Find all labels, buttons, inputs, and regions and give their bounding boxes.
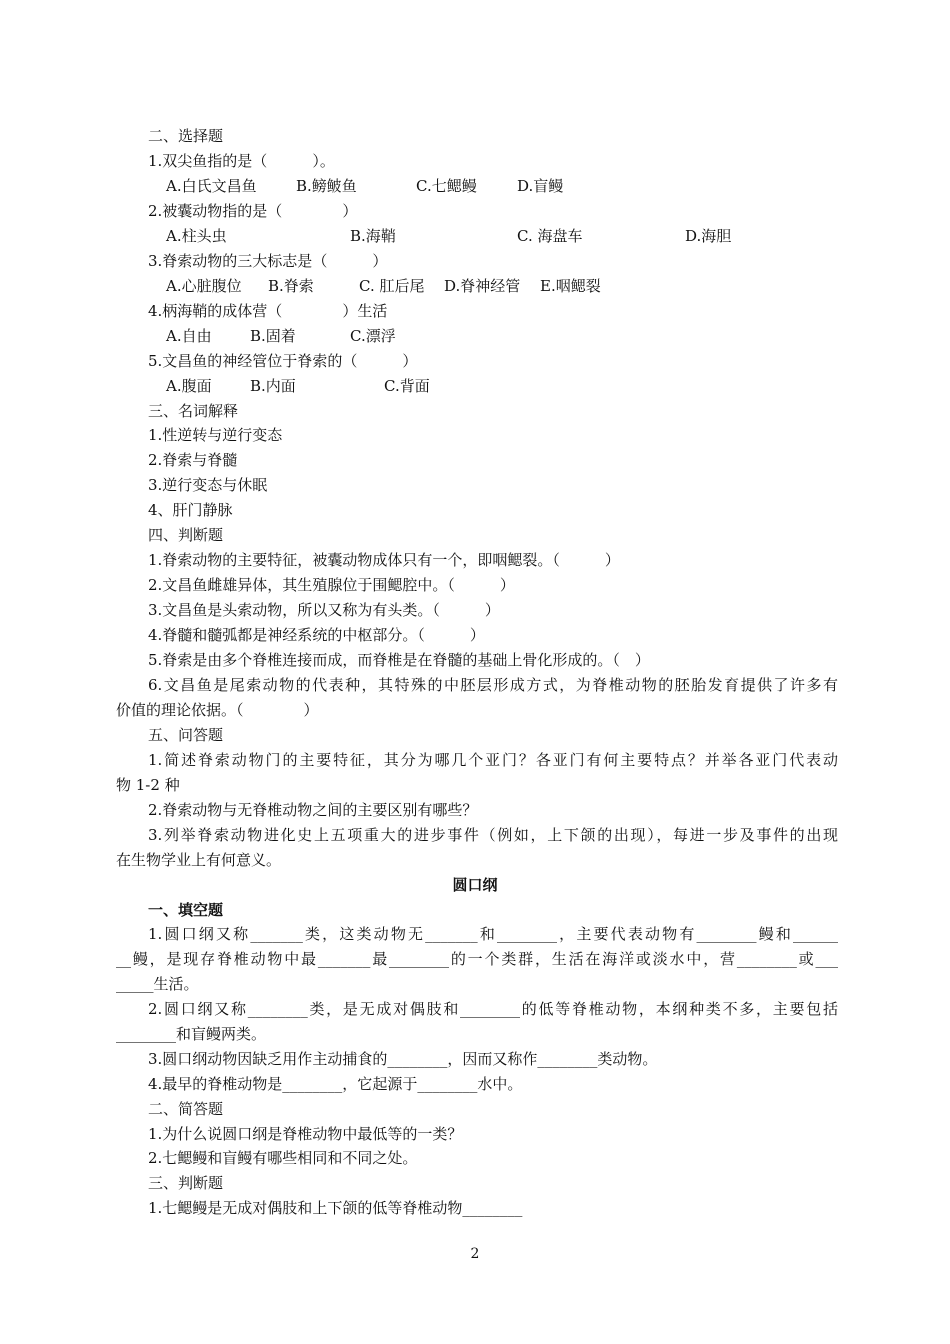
- choice-q5-stem: 5.文昌鱼的神经管位于脊索的（ ）: [148, 352, 418, 370]
- choice-q5-option-b: B.内面: [250, 377, 296, 395]
- fill-item-3: 3.圆口纲动物因缺乏用作主动捕食的________，因而又称作________类动物。: [148, 1050, 658, 1068]
- choice-q2-stem: 2.被囊动物指的是（ ）: [148, 202, 358, 220]
- judge-item-6-line-1: 6.文昌鱼是尾索动物的代表种，其特殊的中胚层形成方式，为脊椎动物的胚胎发育提供了许多有: [148, 676, 838, 694]
- choice-q3-option-c: C. 肛后尾: [359, 277, 425, 295]
- judge-item-2: 2.文昌鱼雌雄异体，其生殖腺位于围鳃腔中。（ ）: [148, 576, 515, 594]
- choice-q1-option-c: C.七鳃鳗: [416, 177, 477, 195]
- fill-heading: 一、填空题: [148, 901, 224, 919]
- choice-q5-option-c: C.背面: [384, 377, 430, 395]
- term-item-3: 3.逆行变态与休眠: [148, 476, 268, 494]
- term-item-1: 1.性逆转与逆行变态: [148, 426, 283, 444]
- choice-q3-option-b: B.脊索: [268, 277, 314, 295]
- choice-q4-option-b: B.固着: [250, 327, 296, 345]
- qa-item-1-line-2: 物 1-2 种: [116, 776, 180, 794]
- cyclostome-judge-item-1: 1.七鳃鳗是无成对偶肢和上下颌的低等脊椎动物________: [148, 1199, 523, 1217]
- fill-item-1-line-1: 1.圆口纲又称_______类，这类动物无_______和________，主要代表动物有________鳗和______: [148, 925, 838, 943]
- choice-q4-option-a: A.自由: [166, 327, 212, 345]
- choice-q2-option-c: C. 海盘车: [517, 227, 583, 245]
- short-answer-heading: 二、简答题: [148, 1100, 224, 1118]
- judge-item-3: 3.文昌鱼是头索动物，所以又称为有头类。（ ）: [148, 601, 500, 619]
- cyclostome-judge-heading: 三、判断题: [148, 1174, 224, 1192]
- qa-item-2: 2.脊索动物与无脊椎动物之间的主要区别有哪些？: [148, 801, 478, 819]
- choice-q3-option-a: A.心脏腹位: [166, 277, 242, 295]
- term-item-4: 4、肝门静脉: [148, 501, 233, 519]
- term-item-2: 2.脊索与脊髓: [148, 451, 238, 469]
- qa-heading: 五、问答题: [148, 726, 224, 744]
- choice-q2-option-a: A.柱头虫: [166, 227, 227, 245]
- judge-item-5: 5.脊索是由多个脊椎连接而成，而脊椎是在脊髓的基础上骨化形成的。（ ）: [148, 651, 650, 669]
- fill-item-1-line-2: __鳗，是现存脊椎动物中最_______最________的一个类群，生活在海洋或淡水中，营________或___: [116, 950, 838, 968]
- terms-heading: 三、名词解释: [148, 402, 239, 420]
- qa-item-3-line-2: 在生物学业上有何意义。: [116, 851, 282, 869]
- judge-item-1: 1.脊索动物的主要特征，被囊动物成体只有一个，即咽鳃裂。（ ）: [148, 551, 620, 569]
- choice-q3-option-e: E.咽鳃裂: [540, 277, 601, 295]
- fill-item-4: 4.最早的脊椎动物是________，它起源于________水中。: [148, 1075, 523, 1093]
- choice-q3-stem: 3.脊索动物的三大标志是（ ）: [148, 252, 388, 270]
- choice-q1-option-a: A.白氏文昌鱼: [166, 177, 257, 195]
- short-answer-item-1: 1.为什么说圆口纲是脊椎动物中最低等的一类？: [148, 1125, 463, 1143]
- choice-q1-option-d: D.盲鳗: [517, 177, 564, 195]
- fill-item-2-line-2: ________和盲鳗两类。: [116, 1025, 267, 1043]
- choice-q1-stem: 1.双尖鱼指的是（ ）。: [148, 152, 335, 170]
- judge-item-4: 4.脊髓和髓弧都是神经系统的中枢部分。（ ）: [148, 626, 485, 644]
- qa-item-1-line-1: 1.简述脊索动物门的主要特征，其分为哪几个亚门？各亚门有何主要特点？并举各亚门代表动: [148, 751, 838, 769]
- judge-heading: 四、判断题: [148, 526, 224, 544]
- choice-q3-option-d: D.脊神经管: [444, 277, 521, 295]
- short-answer-item-2: 2.七鳃鳗和盲鳗有哪些相同和不同之处。: [148, 1149, 418, 1167]
- choice-q4-option-c: C.漂浮: [350, 327, 396, 345]
- fill-item-1-line-3: _____生活。: [116, 975, 199, 993]
- choice-q1-option-b: B.鳑鲏鱼: [296, 177, 357, 195]
- judge-item-6-line-2: 价值的理论依据。（ ）: [116, 701, 319, 719]
- fill-item-2-line-1: 2.圆口纲又称________类，是无成对偶肢和________的低等脊椎动物，本纲种类不多，主要包括: [148, 1000, 838, 1018]
- cyclostome-title: 圆口纲: [452, 876, 498, 894]
- choice-q2-option-b: B.海鞘: [350, 227, 396, 245]
- page-number: 2: [470, 1246, 480, 1262]
- choice-q4-stem: 4.柄海鞘的成体营（ ）生活: [148, 302, 388, 320]
- qa-item-3-line-1: 3.列举脊索动物进化史上五项重大的进步事件（例如，上下颌的出现），每进一步及事件的出现: [148, 826, 838, 844]
- choice-q5-option-a: A.腹面: [166, 377, 212, 395]
- choice-q2-option-d: D.海胆: [685, 227, 732, 245]
- choice-heading: 二、选择题: [148, 127, 224, 145]
